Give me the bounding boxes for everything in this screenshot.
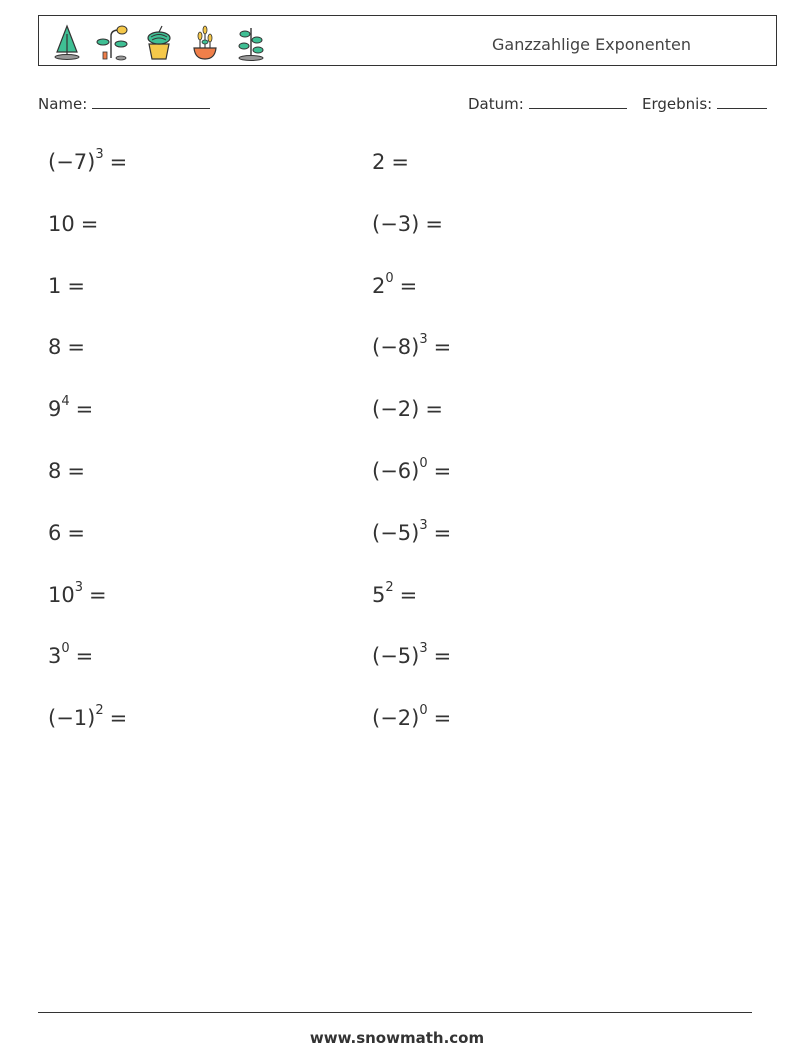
problem-right-8 [372, 579, 418, 607]
problem-base: (−5) [372, 644, 420, 669]
problem-right-2 [372, 212, 443, 236]
problem-base: 3 [48, 644, 62, 669]
problem-left-9 [48, 641, 94, 669]
problem-base: (−6) [372, 459, 420, 483]
problem-base: (−7) [48, 150, 96, 174]
problem-left-1 [48, 147, 128, 174]
problem-exponent: 3 [419, 517, 428, 533]
result-blank[interactable] [717, 94, 767, 109]
problem-right-3 [372, 270, 418, 298]
problem-right-4 [372, 332, 452, 360]
equals-sign: = [433, 644, 452, 669]
equals-sign: = [399, 273, 418, 298]
problem-right-5 [372, 397, 443, 421]
problem-base: 10 [48, 211, 75, 236]
problem-right-10 [372, 703, 452, 731]
problem-base: (−1) [48, 706, 96, 731]
problem-left-6 [48, 459, 85, 483]
problem-left-5 [48, 394, 94, 422]
problem-exponent: 3 [419, 332, 428, 348]
equals-sign: = [433, 706, 452, 731]
problem-base: 1 [48, 273, 62, 298]
problem-left-10 [48, 703, 128, 731]
equals-sign: = [75, 644, 94, 669]
problem-exponent: 2 [385, 579, 394, 595]
problem-exponent: 3 [419, 641, 428, 657]
problem-exponent: 3 [95, 147, 104, 162]
equals-sign: = [75, 397, 94, 422]
equals-sign: = [67, 335, 85, 360]
equals-sign: = [109, 706, 128, 731]
problem-base: (−8) [372, 335, 420, 360]
problem-base: 10 [48, 582, 75, 607]
flower-pot-icon [185, 22, 225, 62]
problem-base: 8 [48, 459, 62, 483]
problem-left-4 [48, 335, 85, 359]
problem-left-2 [48, 212, 98, 236]
equals-sign: = [433, 335, 452, 360]
footer-url: www.snowmath.com [309, 1029, 485, 1047]
equals-sign: = [80, 211, 99, 236]
problem-base: (−2) [372, 706, 420, 731]
problem-base: (−2) [372, 397, 420, 422]
worksheet-header [38, 15, 777, 66]
problem-base: 5 [372, 582, 386, 607]
equals-sign: = [425, 211, 443, 236]
equals-sign: = [391, 150, 409, 174]
name-field[interactable] [38, 94, 210, 113]
equals-sign: = [433, 459, 452, 483]
equals-sign: = [109, 150, 128, 174]
equals-sign: = [67, 459, 85, 483]
date-label: Datum: [468, 95, 524, 113]
problem-right-1 [372, 150, 409, 174]
potted-plant-icon [139, 22, 179, 62]
problem-exponent: 0 [61, 641, 70, 657]
problem-left-8 [48, 579, 107, 607]
footer-divider [38, 1012, 752, 1013]
worksheet-title: Ganzzahlige Exponenten [492, 35, 691, 54]
equals-sign: = [89, 582, 107, 607]
name-blank[interactable] [92, 94, 210, 109]
header-icons [47, 22, 271, 62]
equals-sign: = [433, 520, 452, 545]
problem-base: 9 [48, 397, 62, 422]
equals-sign: = [425, 397, 443, 422]
problem-exponent: 2 [95, 703, 104, 719]
plant-branch-icon [93, 22, 133, 62]
problem-right-9 [372, 641, 452, 669]
equals-sign: = [399, 582, 418, 607]
problem-base: 2 [372, 273, 386, 298]
problem-exponent: 0 [419, 456, 428, 471]
problem-left-3 [48, 274, 85, 298]
problem-left-7 [48, 521, 85, 545]
equals-sign: = [67, 273, 85, 298]
result-field[interactable] [642, 94, 767, 113]
date-blank[interactable] [529, 94, 627, 109]
sprout-icon [231, 22, 271, 62]
problem-right-7 [372, 517, 452, 545]
problem-exponent: 3 [74, 579, 84, 595]
name-label: Name: [38, 95, 88, 113]
date-field[interactable] [468, 94, 627, 113]
result-label: Ergebnis: [642, 95, 713, 113]
problem-exponent: 0 [419, 703, 428, 719]
problem-base: 6 [48, 520, 62, 545]
problem-base: (−3) [372, 211, 420, 236]
problem-base: 8 [48, 335, 62, 360]
problem-base: (−5) [372, 520, 420, 545]
equals-sign: = [67, 520, 85, 545]
problem-base: 2 [372, 150, 386, 174]
problem-exponent: 0 [385, 270, 394, 286]
tree-icon [47, 22, 87, 62]
problem-right-6 [372, 456, 452, 483]
problem-exponent: 4 [61, 394, 70, 410]
